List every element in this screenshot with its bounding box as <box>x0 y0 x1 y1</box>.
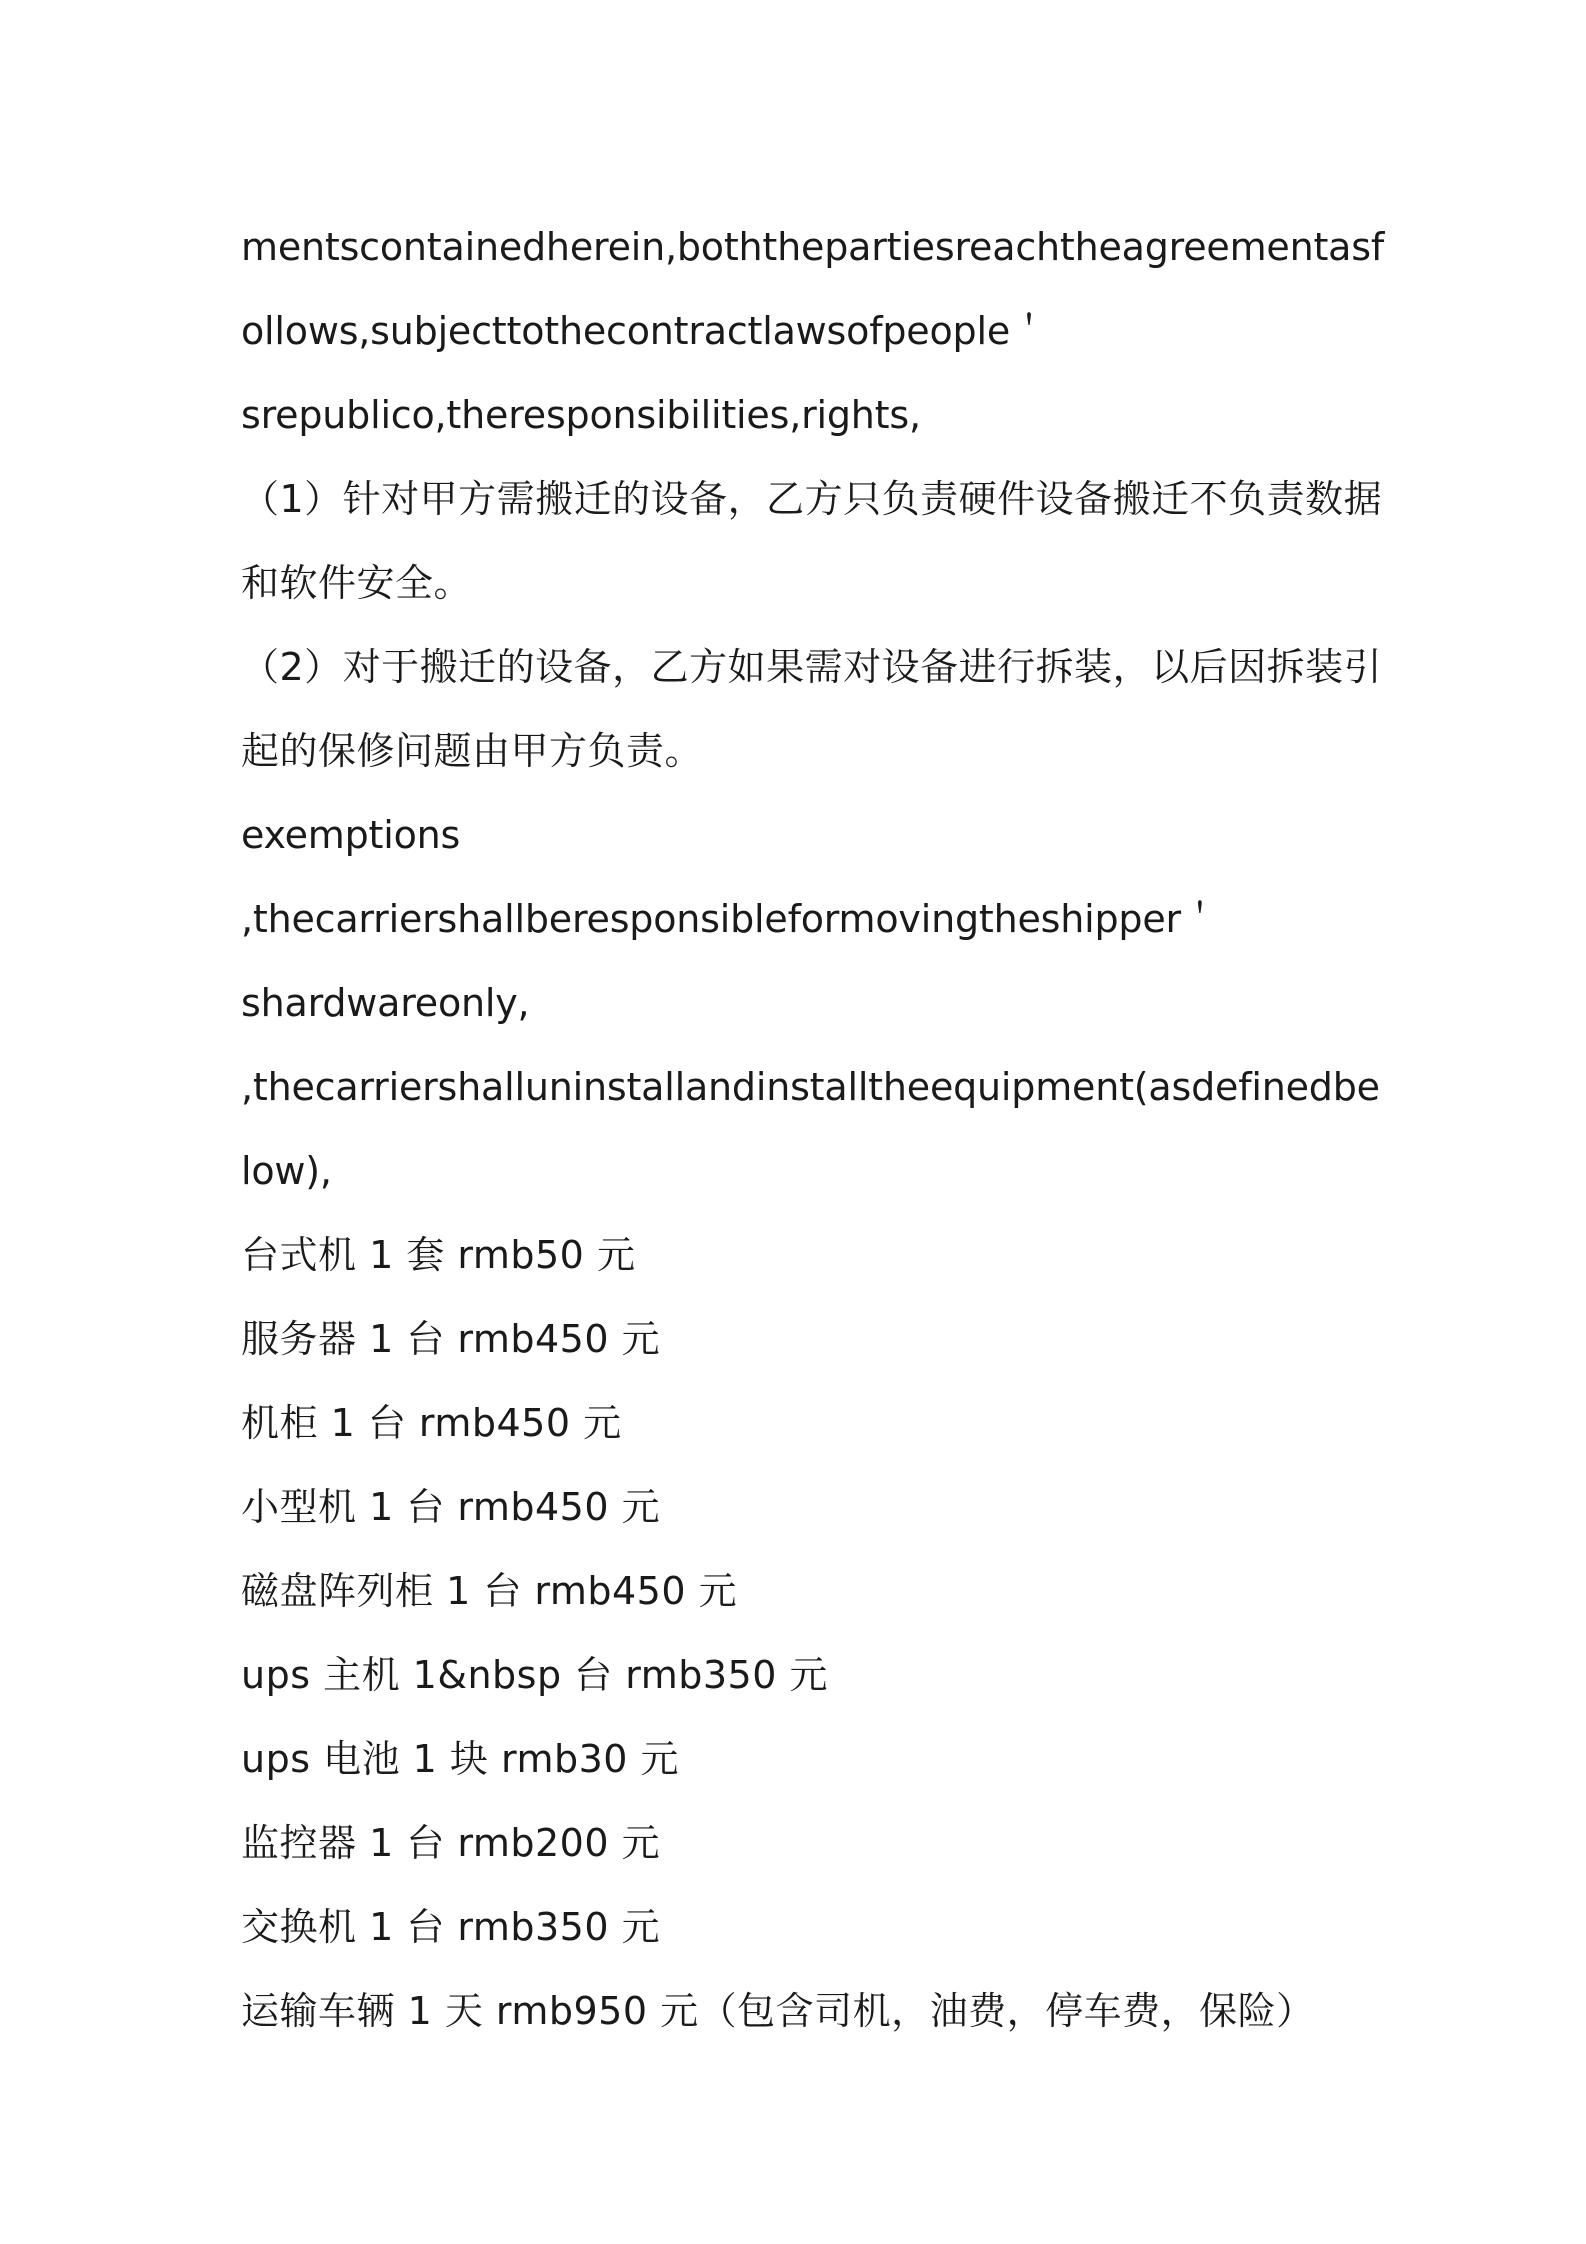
price-item: 监控器 1 台 rmb200 元 <box>241 1821 661 1865</box>
document-body <box>241 205 1385 2053</box>
text-line: ollows,subjecttothecontractlawsofpeople＇ <box>241 309 1048 353</box>
price-item: 运输车辆 1 天 rmb950 元（包含司机，油费，停车费，保险） <box>241 1989 1315 2033</box>
text-line: ,thecarriershallberesponsibleformovingtheshipper＇ <box>241 897 1219 941</box>
text-line: low), <box>241 1149 332 1193</box>
price-item: 小型机 1 台 rmb450 元 <box>241 1485 661 1529</box>
clause-2-line-2: 起的保修问题由甲方负责。 <box>241 729 704 773</box>
price-item: 服务器 1 台 rmb450 元 <box>241 1317 661 1361</box>
text-line: mentscontainedherein,boththepartiesreachtheagreementasf <box>241 225 1385 269</box>
text-line: srepublico,theresponsibilities,rights, <box>241 393 921 437</box>
price-item: ups 主机 1&nbsp 台 rmb350 元 <box>241 1653 828 1697</box>
price-item: 机柜 1 台 rmb450 元 <box>241 1401 622 1445</box>
text-line: ,thecarriershalluninstallandinstalltheequipment(asdefinedbe <box>241 1065 1380 1109</box>
clause-1-line-1: （1）针对甲方需搬迁的设备，乙方只负责硬件设备搬迁不负责数据 <box>241 477 1383 521</box>
clause-2-line-1: （2）对于搬迁的设备，乙方如果需对设备进行拆装，以后因拆装引 <box>241 645 1383 689</box>
price-item: 交换机 1 台 rmb350 元 <box>241 1905 661 1949</box>
price-item: 台式机 1 套 rmb50 元 <box>241 1233 636 1277</box>
text-line: exemptions <box>241 813 461 857</box>
price-item: 磁盘阵列柜 1 台 rmb450 元 <box>241 1569 738 1613</box>
clause-1-line-2: 和软件安全。 <box>241 561 473 605</box>
text-line: shardwareonly, <box>241 981 530 1025</box>
price-item: ups 电池 1 块 rmb30 元 <box>241 1737 680 1781</box>
